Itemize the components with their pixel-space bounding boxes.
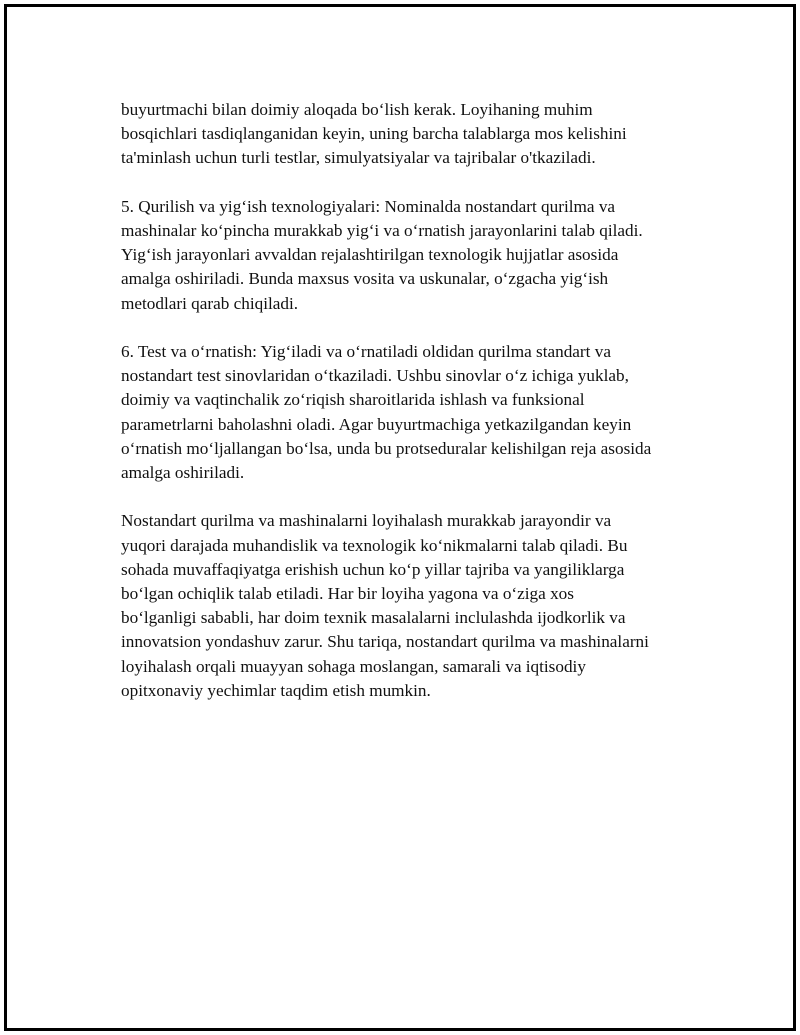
text-line: loyihalash orqali muayyan sohaga moslangan, samarali va iqtisodiy <box>121 656 586 676</box>
text-line: bo‘lganligi sababli, har doim texnik masalalarni inclulashda ijodkorlik va <box>121 608 626 628</box>
text-line: sohada muvaffaqiyatga erishish uchun ko‘p yillar tajriba va yangiliklarga <box>121 559 625 579</box>
paragraph-testing-installation <box>121 340 711 485</box>
text-line: buyurtmachi bilan doimiy aloqada bo‘lish kerak. Loyihaning muhim <box>121 100 593 119</box>
text-line: doimiy va vaqtinchalik zo‘riqish sharoitlarida ishlash va funksional <box>121 390 585 410</box>
text-line: amalga oshiriladi. Bunda maxsus vosita va uskunalar, o‘zgacha yig‘ish <box>121 269 609 289</box>
text-line: 5. Qurilish va yig‘ish texnologiyalari: Nominalda nostandart qurilma va <box>121 196 616 216</box>
text-line: Nostandart qurilma va mashinalarni loyihalash murakkab jarayondir va <box>121 511 612 531</box>
paragraph-assembly-technologies <box>121 195 711 316</box>
text-line: amalga oshiriladi. <box>121 463 245 483</box>
text-line: nostandart test sinovlaridan o‘tkaziladi. Ushbu sinovlar o‘z ichiga yuklab, <box>121 366 629 386</box>
text-line: bo‘lgan ochiqlik talab etiladi. Har bir loyiha yagona va o‘ziga xos <box>121 584 574 604</box>
text-line: innovatsion yondashuv zarur. Shu tariqa, nostandart qurilma va mashinalarni <box>121 632 649 652</box>
text-line: o‘rnatish mo‘ljallangan bo‘lsa, unda bu protseduralar kelishilgan reja asosida <box>121 438 652 458</box>
text-line: opitxonaviy yechimlar taqdim etish mumkin. <box>121 680 431 700</box>
text-line: yuqori darajada muhandislik va texnologik ko‘nikmalarni talab qiladi. Bu <box>121 535 628 555</box>
document-body <box>121 98 711 727</box>
text-line: 6. Test va o‘rnatish: Yig‘iladi va o‘rnatiladi oldidan qurilma standart va <box>121 342 611 361</box>
text-line: Yig‘ish jarayonlari avvaldan rejalashtirilgan texnologik hujjatlar asosida <box>121 245 619 265</box>
text-line: metodlari qarab chiqiladi. <box>121 293 299 313</box>
page-frame <box>4 4 796 1031</box>
text-line: parametrlarni baholashni oladi. Agar buyurtmachiga yetkazilgandan keyin <box>121 414 632 434</box>
text-line: ta'minlash uchun turli testlar, simulyatsiyalar va tajribalar o'tkaziladi. <box>121 148 596 168</box>
text-line: bosqichlari tasdiqlanganidan keyin, uning barcha talablarga mos kelishini <box>121 124 627 144</box>
paragraph-conclusion <box>121 509 711 703</box>
text-line: mashinalar ko‘pincha murakkab yig‘i va o‘rnatish jarayonlarini talab qiladi. <box>121 221 643 240</box>
paragraph-intro-continued <box>121 98 711 171</box>
